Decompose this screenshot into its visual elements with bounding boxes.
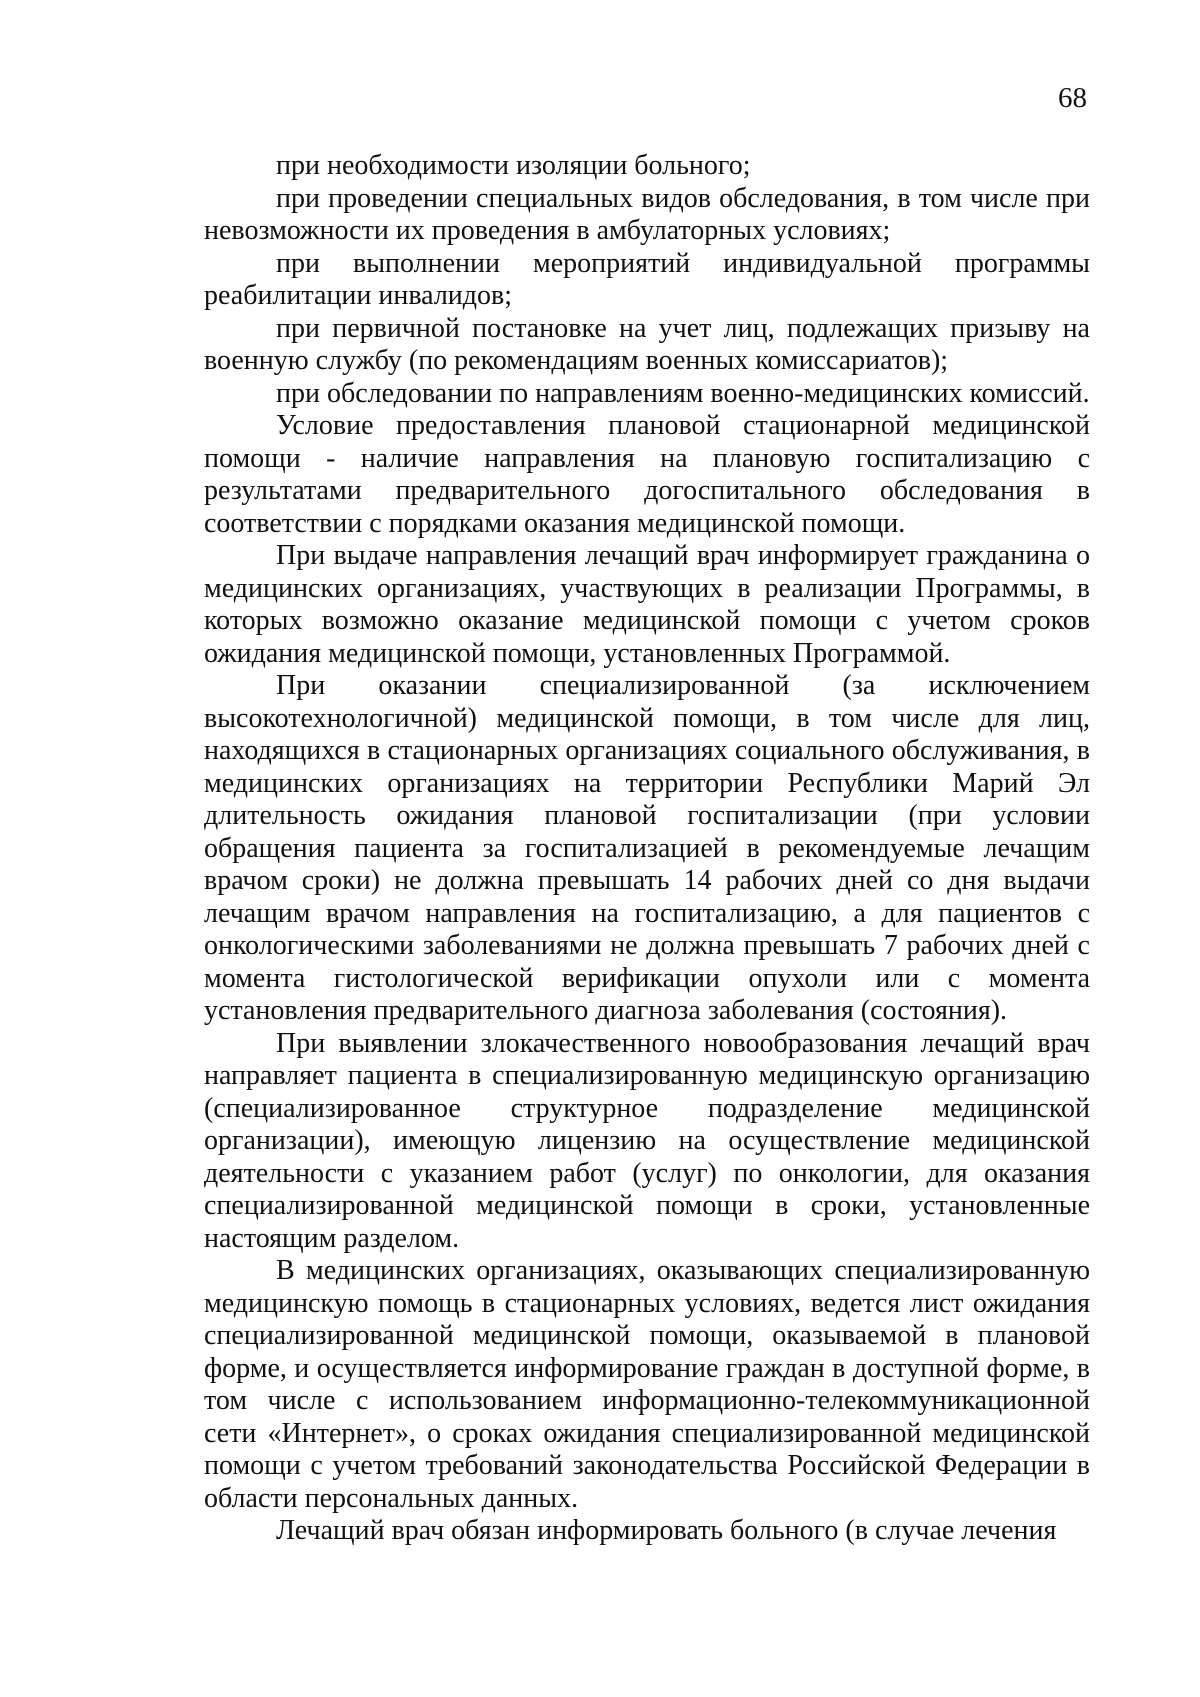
- page-number: 68: [1058, 82, 1087, 114]
- paragraph-special-examination: при проведении специальных видов обследования, в том числе при невозможности их проведения в амбулаторных условиях;: [204, 182, 1090, 246]
- paragraph-oncology-referral: При выявлении злокачественного новообразования лечащий врач направляет пациента в специализированную медицинскую организацию (специализированное структурное подразделение медицинской организации), имеющую лицензию на осуществление медицинской деятельности с указанием работ (услуг) по онкологии, для оказания специализированной медицинской помощи в сроки, установленные настоящим разделом.: [204, 1027, 1090, 1254]
- paragraph-referral-information: При выдаче направления лечащий врач информирует гражданина о медицинских организациях, участвующих в реализации Программы, в которых возможно оказание медицинской помощи с учетом сроков ожидания медицинской помощи, установленных Программой.: [204, 540, 1090, 669]
- paragraph-military-registration: при первичной постановке на учет лиц, подлежащих призыву на военную службу (по рекомендациям военных комиссариатов);: [204, 312, 1090, 376]
- paragraph-planned-care-condition: Условие предоставления плановой стационарной медицинской помощи - наличие направления на плановую госпитализацию с результатами предварительного догоспитального обследования в соответствии с порядками оказания медицинской помощи.: [204, 410, 1090, 539]
- paragraph-isolation: при необходимости изоляции больного;: [276, 150, 751, 181]
- paragraph-waiting-list: В медицинских организациях, оказывающих специализированную медицинскую помощь в стационарных условиях, ведется лист ожидания специализированной медицинской помощи, оказываемой в плановой форме, и осуществляется информирование граждан в доступной форме, в том числе с использованием информационно-телекоммуникационной сети «Интернет», о сроках ожидания специализированной медицинской помощи с учетом требований законодательства Российской Федерации в области персональных данных.: [204, 1255, 1090, 1514]
- paragraph-doctor-obligation: Лечащий врач обязан информировать больного (в случае лечения: [276, 1515, 1057, 1546]
- paragraph-rehabilitation: при выполнении мероприятий индивидуальной программы реабилитации инвалидов;: [204, 247, 1090, 311]
- paragraph-military-medical-commissions: при обследовании по направлениям военно-медицинских комиссий.: [276, 377, 1090, 409]
- paragraph-waiting-period: При оказании специализированной (за исключением высокотехнологичной) медицинской помощи, в том числе для лиц, находящихся в стационарных организациях социального обслуживания, в медицинских организациях на территории Республики Марий Эл длительность ожидания плановой госпитализации (при условии обращения пациента за госпитализацией в рекомендуемые лечащим врачом сроки) не должна превышать 14 рабочих дней со дня выдачи лечащим врачом направления на госпитализацию, а для пациентов с онкологическими заболеваниями не должна превышать 7 рабочих дней с момента гистологической верификации опухоли или с момента установления предварительного диагноза заболевания (состояния).: [204, 670, 1090, 1026]
- document-body: [204, 150, 1090, 1548]
